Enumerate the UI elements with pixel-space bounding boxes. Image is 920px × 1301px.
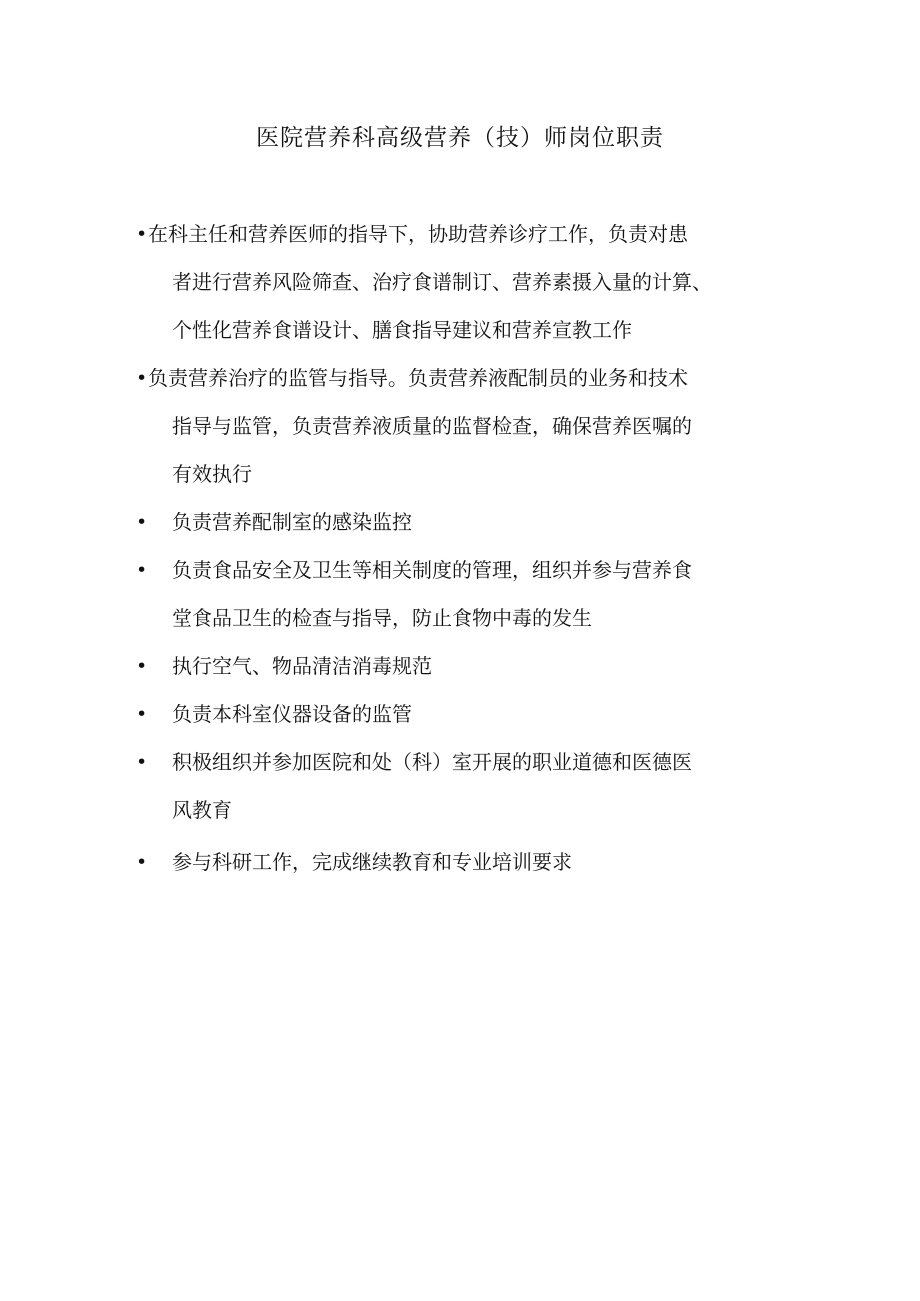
duty-text-line: 执行空气、物品清洁消毒规范 bbox=[172, 654, 432, 678]
bullet-marker: • bbox=[136, 655, 148, 677]
duty-item-5 bbox=[136, 642, 816, 690]
duty-item-1 bbox=[136, 210, 816, 354]
duty-text-line: 堂食品卫生的检查与指导，防止食物中毒的发生 bbox=[172, 606, 592, 630]
bullet-marker: • bbox=[136, 367, 148, 389]
duty-list bbox=[136, 210, 816, 886]
duty-text-line: 有效执行 bbox=[172, 462, 252, 486]
bullet-marker: • bbox=[136, 511, 148, 533]
duty-item-6 bbox=[136, 690, 816, 738]
duty-text-line: 指导与监管，负责营养液质量的监督检查，确保营养医嘱的 bbox=[172, 414, 692, 438]
duty-text-line: 负责本科室仪器设备的监管 bbox=[172, 702, 412, 726]
duty-text-line: 参与科研工作，完成继续教育和专业培训要求 bbox=[172, 850, 572, 874]
duty-text-line: 积极组织并参加医院和处（科）室开展的职业道德和医德医 bbox=[172, 750, 692, 774]
bullet-marker: • bbox=[136, 559, 148, 581]
duty-text-line: 负责营养配制室的感染监控 bbox=[172, 510, 412, 534]
duty-item-3 bbox=[136, 498, 816, 546]
duty-text-line: 个性化营养食谱设计、膳食指导建议和营养宣教工作 bbox=[172, 318, 632, 342]
duty-item-4 bbox=[136, 546, 816, 642]
duty-item-8 bbox=[136, 838, 816, 886]
bullet-marker: • bbox=[136, 223, 148, 245]
duty-item-2 bbox=[136, 354, 816, 498]
bullet-marker: • bbox=[136, 751, 148, 773]
duty-text-line: 负责营养治疗的监管与指导。负责营养液配制员的业务和技术 bbox=[148, 366, 688, 390]
duty-item-7 bbox=[136, 738, 816, 834]
duty-text-line: 者进行营养风险筛查、治疗食谱制订、营养素摄入量的计算、 bbox=[172, 270, 712, 294]
duty-text-line: 负责食品安全及卫生等相关制度的管理，组织并参与营养食 bbox=[172, 558, 692, 582]
duty-text-line: 在科主任和营养医师的指导下，协助营养诊疗工作，负责对患 bbox=[148, 222, 688, 246]
bullet-marker: • bbox=[136, 703, 148, 725]
duty-text-line: 风教育 bbox=[172, 798, 232, 822]
bullet-marker: • bbox=[136, 851, 148, 873]
document-title: 医院营养科高级营养（技）师岗位职责 bbox=[256, 125, 664, 151]
